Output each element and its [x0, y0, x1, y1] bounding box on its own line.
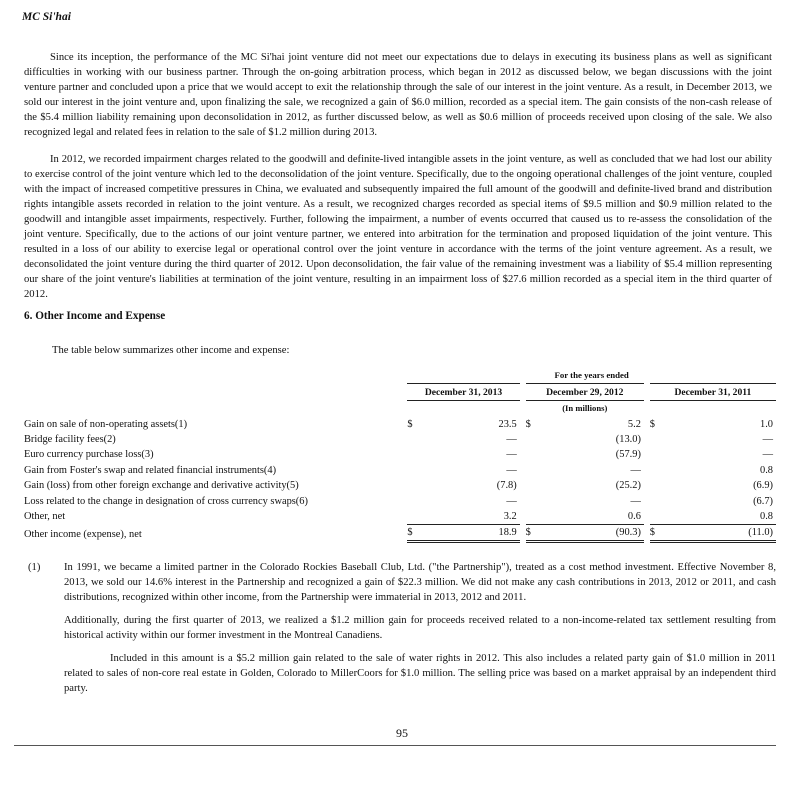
table-row — [24, 416, 776, 431]
footer-divider — [14, 745, 776, 746]
total-2011: (11.0) — [664, 524, 776, 541]
section-heading: 6. Other Income and Expense — [24, 310, 166, 322]
table-row — [24, 509, 776, 525]
period-header: For the years ended — [554, 370, 629, 381]
value-2012: 0.6 — [627, 510, 641, 522]
value-2012: — — [630, 495, 641, 507]
footnote-included: Included in this amount is a $5.2 million gain related to the sale of water rights in 2012. This also includes a related party gain of $1.0 million in 2011 related to sales of non-core real estate in Golden, Colorado to MillerCoors for $1.0 million. The selling price was based on a market appraisal by an independent third party. — [64, 653, 776, 694]
column-header-2012: December 29, 2012 — [526, 384, 644, 400]
footnote-additional: Additionally, during the first quarter of 2013, we realized a $1.2 million gain for proceeds received related to a non-income-related tax settlement resulting from historical activity within our former investment in the Montreal Canadiens. — [64, 615, 776, 641]
value-2013: — — [506, 433, 517, 445]
paragraph-impairment-2012: In 2012, we recorded impairment charges related to the goodwill and definite-lived intangible assets in the joint venture, as well as concluded that we had lost our ability to exercise control of the joint venture which led to the deconsolidation of the joint venture. Specifically, due to the ongoing operational challenges of the joint venture, coupled with the impact of increased competitive pressures in China, we evaluated and subsequently impaired the full amount of the goodwill and definite-lived brand and distribution rights intangible assets recorded in relation to the joint venture. As a result, we recognized charges recorded as special items of $9.5 million and $0.9 million related to the goodwill and intangible asset impairments, respectively. Further, following the impairment, a number of events occurred that caused us to re-assess the consolidation of the joint venture. Specifically, due to the actions of our joint venture partner, we entered into arbitration for the termination and proposed liquidation of the joint venture. This resulted in a loss of our ability to exercise legal or operational control over the joint venture in accordance with the terms of the joint venture agreement. As a result, we deconsolidated the joint venture during the third quarter of 2012. Upon deconsolidation, the fair value of the remaining investment was a liability of $5.4 million representing our share of the joint venture's liabilities at termination of the joint venture, resulting in an impairment loss of $27.6 million recorded as a special item in the third quarter of 2012. — [24, 154, 772, 300]
row-label: Euro currency purchase loss(3) — [24, 449, 154, 461]
currency-symbol: $ — [407, 524, 421, 541]
value-2013: — — [506, 495, 517, 507]
value-2011: 0.8 — [760, 464, 773, 476]
table-row — [24, 447, 776, 462]
table-row — [24, 462, 776, 477]
page-number: 95 — [396, 726, 408, 740]
value-2012: — — [630, 464, 641, 476]
value-2013: — — [506, 464, 517, 476]
value-2013: — — [506, 449, 517, 461]
table-row — [24, 493, 776, 508]
column-header-2013: December 31, 2013 — [407, 384, 519, 400]
value-2013: (7.8) — [496, 480, 517, 492]
currency-symbol: $ — [526, 524, 540, 541]
currency-symbol: $ — [407, 418, 413, 430]
row-label: Loss related to the change in designation of cross currency swaps(6) — [24, 495, 308, 507]
value-2013: 23.5 — [498, 418, 517, 430]
value-2012: (13.0) — [615, 433, 641, 445]
value-2011: 1.0 — [760, 418, 773, 430]
value-2011: 0.8 — [760, 510, 773, 522]
row-label: Gain from Foster's swap and related financial instruments(4) — [24, 464, 277, 476]
value-2011: — — [762, 433, 773, 445]
footnotes — [24, 560, 776, 696]
row-label: Bridge facility fees(2) — [24, 433, 116, 445]
paragraph-mc-sihai-sale: Since its inception, the performance of the MC Si'hai joint venture did not meet our expectations due to delays in executing its business plans as well as significant difficulties in working with our business partner. Through the on-going arbitration process, which began in 2012 as discussed below, we began discussions with the joint venture partner and concluded upon a price that we would accept to exit the relationship through the sale of our interest in the joint venture. As a result, in December 2013, we sold our interest in the joint venture and, upon finalizing the sale, we recognized a gain of $6.0 million, recorded as a special item. The gain consists of the non-cash release of the $5.4 million liability remaining upon deconsolidation in 2012, as further discussed below, as well as $0.6 million of proceeds received upon closing of the sale. We also recognized legal and related fees in relation to the sale of $1.2 million during 2013. — [24, 52, 772, 138]
units-label: (In millions) — [562, 403, 608, 414]
row-label: Gain (loss) from other foreign exchange and derivative activity(5) — [24, 480, 299, 492]
table-intro: The table below summarizes other income and expense: — [52, 345, 290, 356]
footnote-1 — [24, 560, 776, 605]
value-2012: (57.9) — [615, 449, 641, 461]
footnote-marker: (1) — [28, 562, 41, 573]
table-row — [24, 478, 776, 493]
row-label: Gain on sale of non-operating assets(1) — [24, 418, 188, 430]
total-2012: (90.3) — [540, 524, 644, 541]
total-row — [24, 524, 776, 541]
total-2013: 18.9 — [421, 524, 519, 541]
value-2012: (25.2) — [615, 480, 641, 492]
total-label: Other income (expense), net — [24, 528, 142, 540]
value-2013: 3.2 — [503, 510, 517, 522]
currency-symbol: $ — [525, 418, 531, 430]
value-2011: — — [762, 449, 773, 461]
value-2011: (6.9) — [753, 480, 773, 492]
currency-symbol: $ — [649, 418, 655, 430]
currency-symbol: $ — [650, 524, 664, 541]
section-header: MC Si'hai — [22, 11, 71, 23]
column-header-2011: December 31, 2011 — [650, 384, 776, 400]
other-income-table — [24, 368, 776, 543]
table-row — [24, 432, 776, 447]
value-2011: (6.7) — [753, 495, 773, 507]
footnote-text: In 1991, we became a limited partner in the Colorado Rockies Baseball Club, Ltd. ("the Partnership"), treated as a cost method investment. Effective November 8, 2013, we sold our 14.6% interest in the Partnership and recognized a gain of $22.3 million. We did not make any cash contributions in 2013, 2012 or 2011, and cash distributions, recognized within other income, from the Partnership were immaterial in 2013, 2012 and 2011. — [64, 562, 776, 603]
value-2012: 5.2 — [627, 418, 641, 430]
row-label: Other, net — [24, 511, 66, 523]
